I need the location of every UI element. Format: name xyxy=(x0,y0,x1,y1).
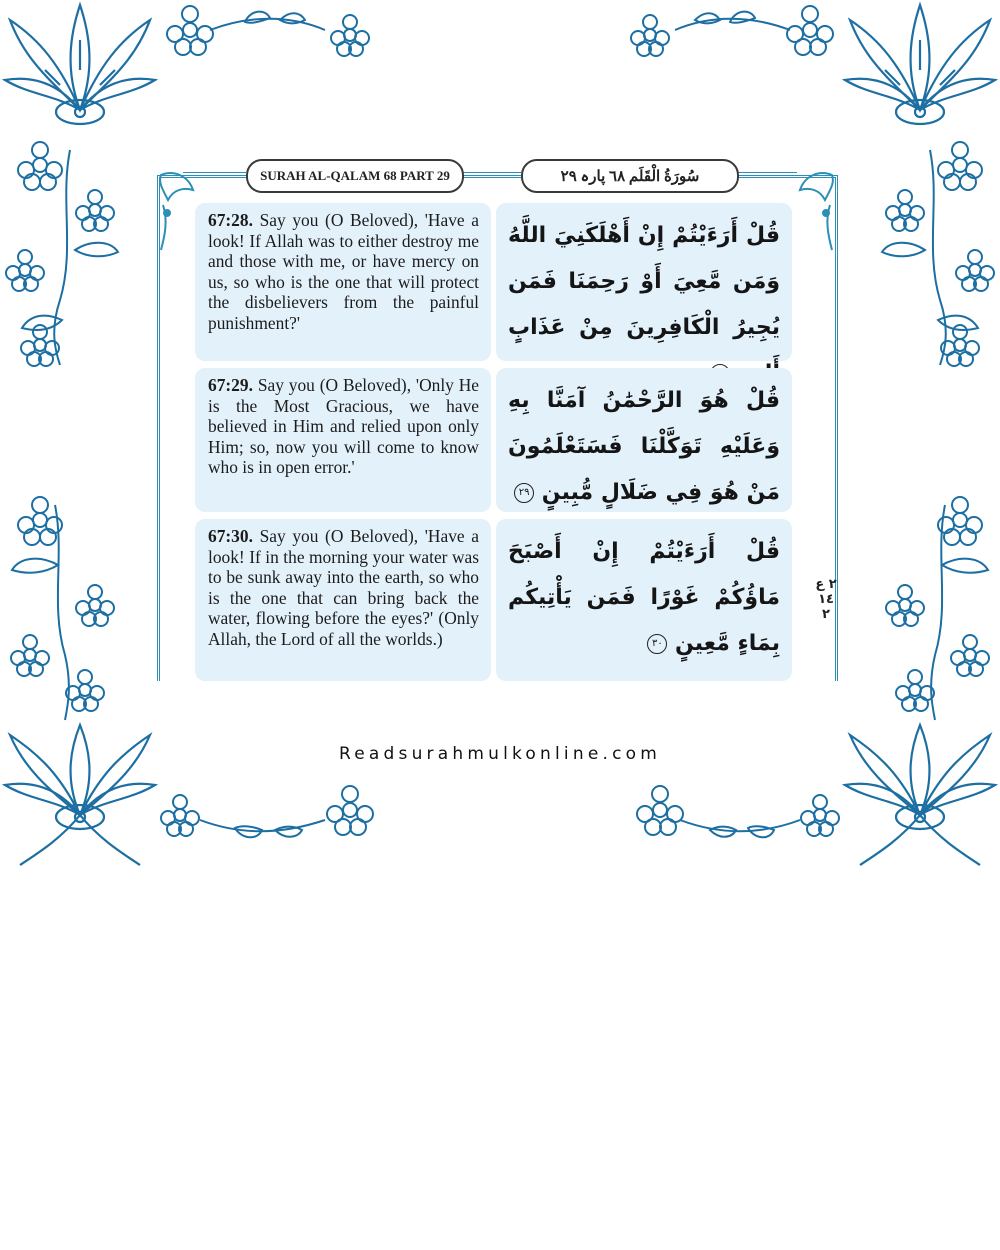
header-title-urdu: سُورَةُ الْقَلَم ٦٨ پارہ ٢٩ xyxy=(521,159,739,193)
floral-corner-bottom-right xyxy=(840,720,1000,870)
flower-sprig-top-right xyxy=(620,0,850,70)
floral-corner-top-right xyxy=(840,0,1000,150)
header-rule-left xyxy=(183,172,246,178)
flower-vine-left-lower xyxy=(0,495,130,725)
verse-29-translation xyxy=(195,368,491,512)
flower-sprig-top-left xyxy=(150,0,380,70)
verse-30-english: Say you (O Beloved), 'Have a look! If in the morning your water was to be sunk away into the earth, so who is the one that can bring back the water, flowing before the eyes?' (Only Allah, the Lord of all the worlds.) xyxy=(208,526,479,649)
verse-28-arabic-cell xyxy=(496,203,792,361)
flower-vine-right-lower xyxy=(870,495,1000,725)
verse-29-arabic: قُلْ هُوَ الرَّحْمَٰنُ آمَنَّا بِهِ وَعَلَيْهِ تَوَكَّلْنَا فَسَتَعْلَمُونَ مَنْ هُوَ فِي ضَلَالٍ مُّبِينٍ xyxy=(508,388,780,505)
verse-30-arabic-cell xyxy=(496,519,792,681)
quran-page-image xyxy=(153,155,840,681)
verse-30-end-marker: ٣٠ xyxy=(647,634,667,654)
flower-vine-right-upper xyxy=(870,140,1000,370)
header-rule-middle xyxy=(462,172,521,178)
corner-ornament-right xyxy=(790,165,840,255)
verse-30-translation xyxy=(195,519,491,681)
header-rule-right xyxy=(737,172,797,178)
flower-sprig-bottom-right xyxy=(620,780,850,850)
header-title-english: SURAH AL-QALAM 68 PART 29 xyxy=(246,159,464,193)
verse-28-english: Say you (O Beloved), 'Have a look! If Allah was to either destroy me and those with me, or have mercy on us, so who is the one that will protect the disbelievers from the painful punishment?' xyxy=(208,210,479,333)
floral-corner-bottom-left xyxy=(0,720,160,870)
flower-sprig-bottom-left xyxy=(150,780,380,850)
verse-30-number: 67:30. xyxy=(208,526,253,546)
ruku-marker: ٢ ع ١٤ ٢ xyxy=(815,577,837,622)
verse-29-number: 67:29. xyxy=(208,375,253,395)
floral-corner-top-left xyxy=(0,0,160,150)
flower-vine-left-upper xyxy=(0,140,130,370)
website-url: Readsurahmulkonline.com xyxy=(339,744,661,764)
verse-29-english: Say you (O Beloved), 'Only He is the Most Gracious, we have believed in Him and relied upon only Him; so, now you will come to know who is in open error.' xyxy=(208,375,480,478)
verse-28-translation xyxy=(195,203,491,361)
verse-30-arabic: قُلْ أَرَءَيْتُمْ إِنْ أَصْبَحَ مَاؤُكُمْ غَوْرًا فَمَن يَأْتِيكُم بِمَاءٍ مَّعِينٍ xyxy=(508,539,780,656)
verse-29-end-marker: ٢٩ xyxy=(514,483,534,503)
verse-28-number: 67:28. xyxy=(208,210,253,230)
verse-29-arabic-cell xyxy=(496,368,792,512)
verse-28-arabic: قُلْ أَرَءَيْتُمْ إِنْ أَهْلَكَنِيَ اللَّهُ وَمَن مَّعِيَ أَوْ رَحِمَنَا فَمَن يُجِيرُ الْكَافِرِينَ مِنْ عَذَابٍ xyxy=(508,223,780,340)
